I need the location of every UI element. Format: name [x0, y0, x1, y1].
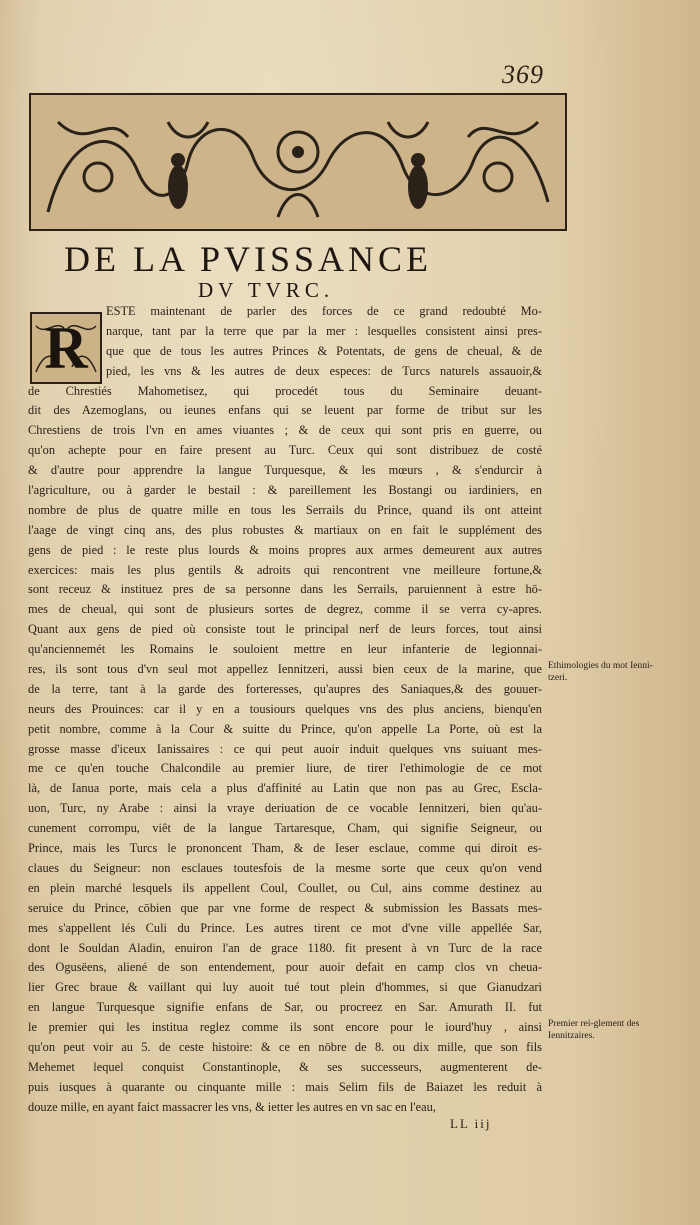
- page-number: 369: [502, 60, 544, 89]
- text-line: Chrestiens de trois l'vn en ames viuantes ; & de ceux qui sont pris en guerre, ou: [28, 423, 542, 438]
- margin-note-first-rule: Premier rei-glement des Iennitzaires.: [548, 1019, 640, 1041]
- text-line: narque, tant par la terre que par la mer : lesquelles consistent ainsi pres-: [106, 323, 542, 338]
- text-line: pied, les vns & les autres de deux especes: de Turcs naturels assauoir,&: [106, 363, 542, 378]
- text-line: là, de Ianua porte, mais cela a plus d'affinité au Latin que non pas au Grec, Escla-: [28, 781, 542, 796]
- text-line: douze mille, en ayant faict massacrer les vns, & ietter les autres en vn sac en l'eau,: [28, 1099, 436, 1114]
- text-line: l'aage de vingt cinq ans, des plus robustes & martiaux on en fait le supplément des: [28, 522, 542, 537]
- text-line: l'agriculture, ou à garder le bestail : & pareillement les Bostangi ou iardiniers, en: [28, 483, 542, 498]
- text-line: Mehemet lequel conquist Constantinople, & ses successeurs, augmenterent de-: [28, 1059, 542, 1074]
- text-line: en plein marché lesquels ils appellent Coul, Coullet, ou Cul, ains comme destinez au: [28, 880, 542, 895]
- text-line: me ce qu'en touche Chalcondile au premier liure, de tirer l'ethimologie de ce mot: [28, 761, 542, 776]
- text-line: mes s'appellent lés Culi du Prince. Les autres tirent ce mot d'vne ville appellée Sar,: [28, 920, 542, 935]
- text-line: exercices: mais les plus gentils & adroits qui rencontrent vne meilleure fortune,&: [28, 562, 542, 577]
- text-line: qu'anciennemét les Romains le souloient mettre en leur infanterie de legionnai-: [28, 642, 542, 657]
- margin-note-etymology: Ethimologies du mot Ienni-tzeri.: [548, 661, 653, 683]
- text-line: des Ogusëens, aliené de son entendement, pour auoir defait en camp clos vn cheua-: [28, 960, 542, 975]
- text-line: de la terre, tant à la garde des forteresses, qu'aupres des Saniaques,& des gouuer-: [28, 681, 542, 696]
- drop-cap-letter: R: [44, 314, 88, 381]
- text-line: nombre de plus de quatre mille en tous les Serrails du Prince, quand ils ont atteint: [28, 502, 542, 517]
- text-line: claues du Seigneur: non esclaues toutesfois de la mesme sorte que ceux qu'on vend: [28, 860, 542, 875]
- text-line: puis iusques à quarante ou cinquante mille : mais Selim fils de Baiazet les reduit à: [28, 1079, 542, 1094]
- ornamental-headpiece: [28, 92, 568, 232]
- text-line: & d'autre pour apprendre la langue Turquesque, & les mœurs , & s'endurcir à: [28, 463, 542, 478]
- text-line: seruice du Prince, cōbien que par vne forme de respect & submission les Bassats mes-: [28, 900, 542, 915]
- text-line: sont receuz & instituez pres de sa personne dans les Serrails, paruiennent à estre hō-: [28, 582, 542, 597]
- signature-mark: LL iij: [450, 1116, 492, 1131]
- text-line: de Chrestiés Mahometisez, qui procedét tous du Seminaire deuant-: [28, 383, 542, 398]
- text-line: lier Grec braue & vaillant qui luy auoit tué tout plein d'hommes, si que Gianudzari: [28, 980, 542, 995]
- text-line: qu'on achepte pour en faire present au Turc. Ceux qui sont distribuez de costé: [28, 443, 542, 458]
- chapter-title: DE LA PVISSANCE: [64, 239, 433, 279]
- text-line: gens de pied : le reste plus lourds & moins propres aux armes demeurent aux autres: [28, 542, 542, 557]
- text-line: ESTE maintenant de parler des forces de ce grand redoubté Mo-: [106, 304, 542, 318]
- text-line: petit nombre, comme à la Cour & suitte du Prince, qu'on appelle La Porte, où est la: [28, 721, 542, 736]
- text-line: le premier qui les institua reglez comme ils sont encore pour le iourd'huy , ainsi: [28, 1020, 542, 1035]
- text-line: mes de cheual, qui sont de plusieurs sortes de degrez, comme il se verra cy-apres.: [28, 602, 542, 617]
- text-line: grosse masse d'iceux Ianissaires : ce qui peut auoir induit quelques vns suiuant mes-: [28, 741, 542, 756]
- text-line: uon, Turc, ny Arabe : ainsi la vraye deriuation de ce vocable Iennitzeri, bien qu'au-: [28, 801, 542, 816]
- text-line: res, ils sont tous d'vn seul mot appellez Iennitzeri, aussi bien ceux de la marine, que: [28, 662, 542, 677]
- text-line: neurs des Prouinces: car il y en a tousiours quelques vns des plus anciens, bienqu'en: [28, 701, 542, 716]
- text-line: que que de tous les autres Princes & Potentats, de gens de cheual, & de: [106, 343, 542, 358]
- text-line: Quant aux gens de pied où consiste tout le principal nerf de leurs forces, tout ainsi: [28, 622, 542, 637]
- text-line: dit des Azemoglans, ou ieunes enfans qui se leuent par forme de tribut sur les: [28, 403, 542, 418]
- text-line: en langue Turquesque signifie enfans de Sar, ou procreez en Sar. Amurath II. fut: [28, 1000, 542, 1015]
- text-line: dont le Souldan Aladin, enuiron l'an de grace 1180. fit present à vn Turc de la race: [28, 940, 542, 955]
- text-line: qu'on peut voir au 5. de ceste histoire: & ce en nōbre de 8. ou dix mille, que son fils: [28, 1039, 542, 1054]
- body-text: [28, 302, 542, 1118]
- chapter-subtitle: DV TVRC.: [198, 278, 335, 302]
- text-line: Prince, mais les Turcs le prononcent Tham, & de Ieser esclaue, comme qui diroit es-: [28, 841, 542, 856]
- text-line: cunement corrompu, viêt de la langue Tartaresque, Cham, qui signifie Seigneur, ou: [28, 821, 542, 836]
